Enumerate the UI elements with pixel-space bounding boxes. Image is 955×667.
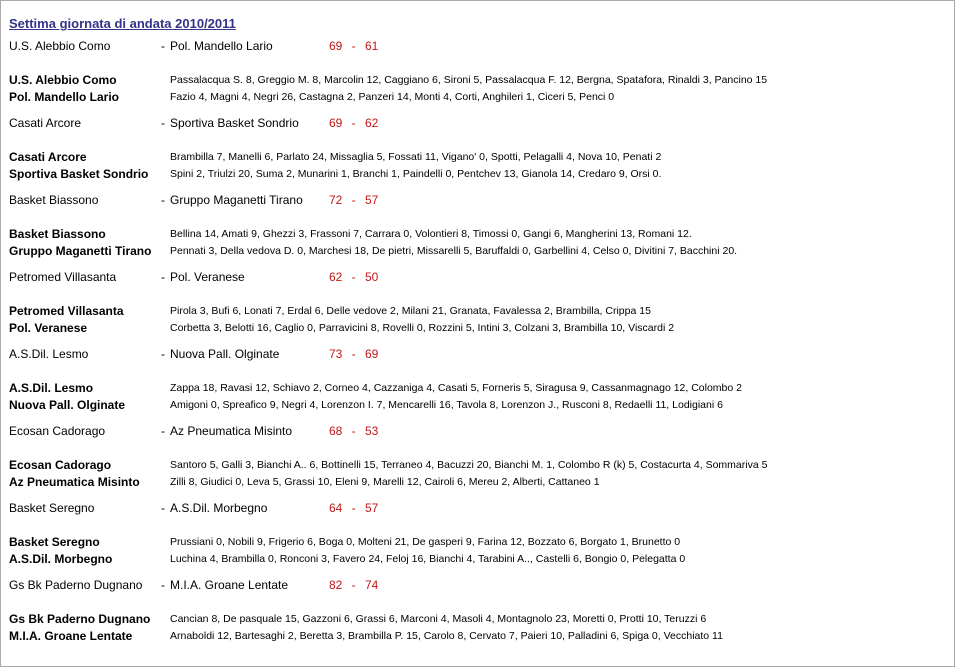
home-lineup [1,150,954,164]
player-scores: Amigoni 0, Spreafico 9, Negri 4, Lorenzon I. 7, Mencarelli 16, Tavola 8, Lorenzon J., Rusconi 8, Redaelli 11, Lodigiani 6 [170,399,723,411]
home-lineup [1,227,954,241]
player-scores: Bellina 14, Amati 9, Ghezzi 3, Frassoni 7, Carrara 0, Volontieri 8, Timossi 0, Gangi 6, Mangherini 13, Romani 12. [170,228,692,240]
home-team: Casati Arcore [9,116,82,130]
team-name: Pol. Veranese [9,321,88,335]
separator: - [161,501,165,515]
away-team: Gruppo Maganetti Tirano [170,193,303,207]
home-team: Basket Biassono [9,193,99,207]
team-name: Nuova Pall. Olginate [9,398,126,412]
player-scores: Zilli 8, Giudici 0, Leva 5, Grassi 10, Eleni 9, Marelli 12, Cairoli 6, Mereu 2, Alberti, Cattaneo 1 [170,476,600,488]
score: 82 - 74 [329,578,379,592]
player-scores: Spini 2, Triulzi 20, Suma 2, Munarini 1, Branchi 1, Paindelli 0, Pentchev 13, Gianola 14, Credaro 9, Orsi 0. [170,168,662,180]
away-lineup [1,244,954,258]
away-team: Pol. Veranese [170,270,245,284]
separator: - [161,39,165,53]
player-scores: Arnaboldi 12, Bartesaghi 2, Beretta 3, Brambilla P. 15, Carolo 8, Cervato 7, Paieri 10, Palladini 6, Spiga 0, Vecchiato 11 [170,630,723,642]
home-team: A.S.Dil. Lesmo [9,347,89,361]
away-lineup [1,321,954,335]
score: 73 - 69 [329,347,379,361]
separator: - [161,270,165,284]
score: 69 - 62 [329,116,379,130]
player-scores: Passalacqua S. 8, Greggio M. 8, Marcolin 12, Caggiano 6, Sironi 5, Passalacqua F. 12, Bergna, Spatafora, Rinaldi 3, Pancino 15 [170,74,768,86]
player-scores: Pirola 3, Bufi 6, Lonati 7, Erdal 6, Delle vedove 2, Milani 21, Granata, Favalessa 2, Brambilla, Crippa 15 [170,305,651,317]
score: 72 - 57 [329,193,379,207]
team-name: A.S.Dil. Morbegno [9,552,113,566]
away-team: A.S.Dil. Morbegno [170,501,268,515]
player-scores: Zappa 18, Ravasi 12, Schiavo 2, Corneo 4, Cazzaniga 4, Casati 5, Forneris 5, Siragusa 9, Cassanmagnago 12, Colombo 2 [170,382,742,394]
team-name: Petromed Villasanta [9,304,124,318]
home-lineup [1,304,954,318]
separator: - [161,578,165,592]
home-team: Ecosan Cadorago [9,424,106,438]
away-lineup [1,552,954,566]
player-scores: Prussiani 0, Nobili 9, Frigerio 6, Boga 0, Molteni 21, De gasperi 9, Farina 12, Bozzato 6, Borgato 1, Brunetto 0 [170,536,681,548]
home-team: Basket Seregno [9,501,95,515]
team-name: Sportiva Basket Sondrio [9,167,149,181]
player-scores: Santoro 5, Galli 3, Bianchi A.. 6, Bottinelli 15, Terraneo 4, Bacuzzi 20, Bianchi M. 1, Colombo R (k) 5, Costacurta 4, Sommariva 5 [170,459,768,471]
home-team: Petromed Villasanta [9,270,117,284]
away-lineup [1,475,954,489]
team-name: Basket Seregno [9,535,100,549]
away-lineup [1,90,954,104]
home-team: Gs Bk Paderno Dugnano [9,578,143,592]
home-lineup [1,612,954,626]
away-lineup [1,167,954,181]
team-name: A.S.Dil. Lesmo [9,381,94,395]
team-name: Az Pneumatica Misinto [9,475,140,489]
team-name: M.I.A. Groane Lentate [9,629,133,643]
away-team: Sportiva Basket Sondrio [170,116,299,130]
team-name: Basket Biassono [9,227,106,241]
away-team: Nuova Pall. Olginate [170,347,280,361]
team-name: Gs Bk Paderno Dugnano [9,612,151,626]
page-title: Settima giornata di andata 2010/2011 [9,16,236,31]
separator: - [161,116,165,130]
team-name: Pol. Mandello Lario [9,90,120,104]
separator: - [161,347,165,361]
home-team: U.S. Alebbio Como [9,39,111,53]
team-name: Casati Arcore [9,150,87,164]
separator: - [161,193,165,207]
team-name: Ecosan Cadorago [9,458,112,472]
team-name: U.S. Alebbio Como [9,73,117,87]
away-team: Az Pneumatica Misinto [170,424,293,438]
away-lineup [1,398,954,412]
score: 68 - 53 [329,424,379,438]
away-team: M.I.A. Groane Lentate [170,578,289,592]
home-lineup [1,535,954,549]
player-scores: Corbetta 3, Belotti 16, Caglio 0, Parravicini 8, Rovelli 0, Rozzini 5, Intini 3, Colzani 3, Brambilla 10, Viscardi 2 [170,322,675,334]
separator: - [161,424,165,438]
player-scores: Cancian 8, De pasquale 15, Gazzoni 6, Grassi 6, Marconi 4, Masoli 4, Montagnolo 23, Moretti 0, Protti 10, Teruzzi 6 [170,613,707,625]
team-name: Gruppo Maganetti Tirano [9,244,152,258]
away-lineup [1,629,954,643]
score: 62 - 50 [329,270,379,284]
player-scores: Luchina 4, Brambilla 0, Ronconi 3, Favero 24, Feloj 16, Bianchi 4, Tarabini A.., Castelli 6, Bongio 0, Pelegatta 0 [170,553,686,565]
player-scores: Brambilla 7, Manelli 6, Parlato 24, Missaglia 5, Fossati 11, Vigano' 0, Spotti, Pelagalli 4, Nova 10, Penati 2 [170,151,662,163]
away-team: Pol. Mandello Lario [170,39,273,53]
score: 69 - 61 [329,39,379,53]
home-lineup [1,73,954,87]
home-lineup [1,458,954,472]
player-scores: Pennati 3, Della vedova D. 0, Marchesi 18, De pietri, Missarelli 5, Baruffaldi 0, Garbellini 4, Celso 0, Divitini 7, Bacchini 20. [170,245,738,257]
home-lineup [1,381,954,395]
player-scores: Fazio 4, Magni 4, Negri 26, Castagna 2, Panzeri 14, Monti 4, Corti, Anghileri 1, Ciceri 5, Penci 0 [170,91,615,103]
score: 64 - 57 [329,501,379,515]
